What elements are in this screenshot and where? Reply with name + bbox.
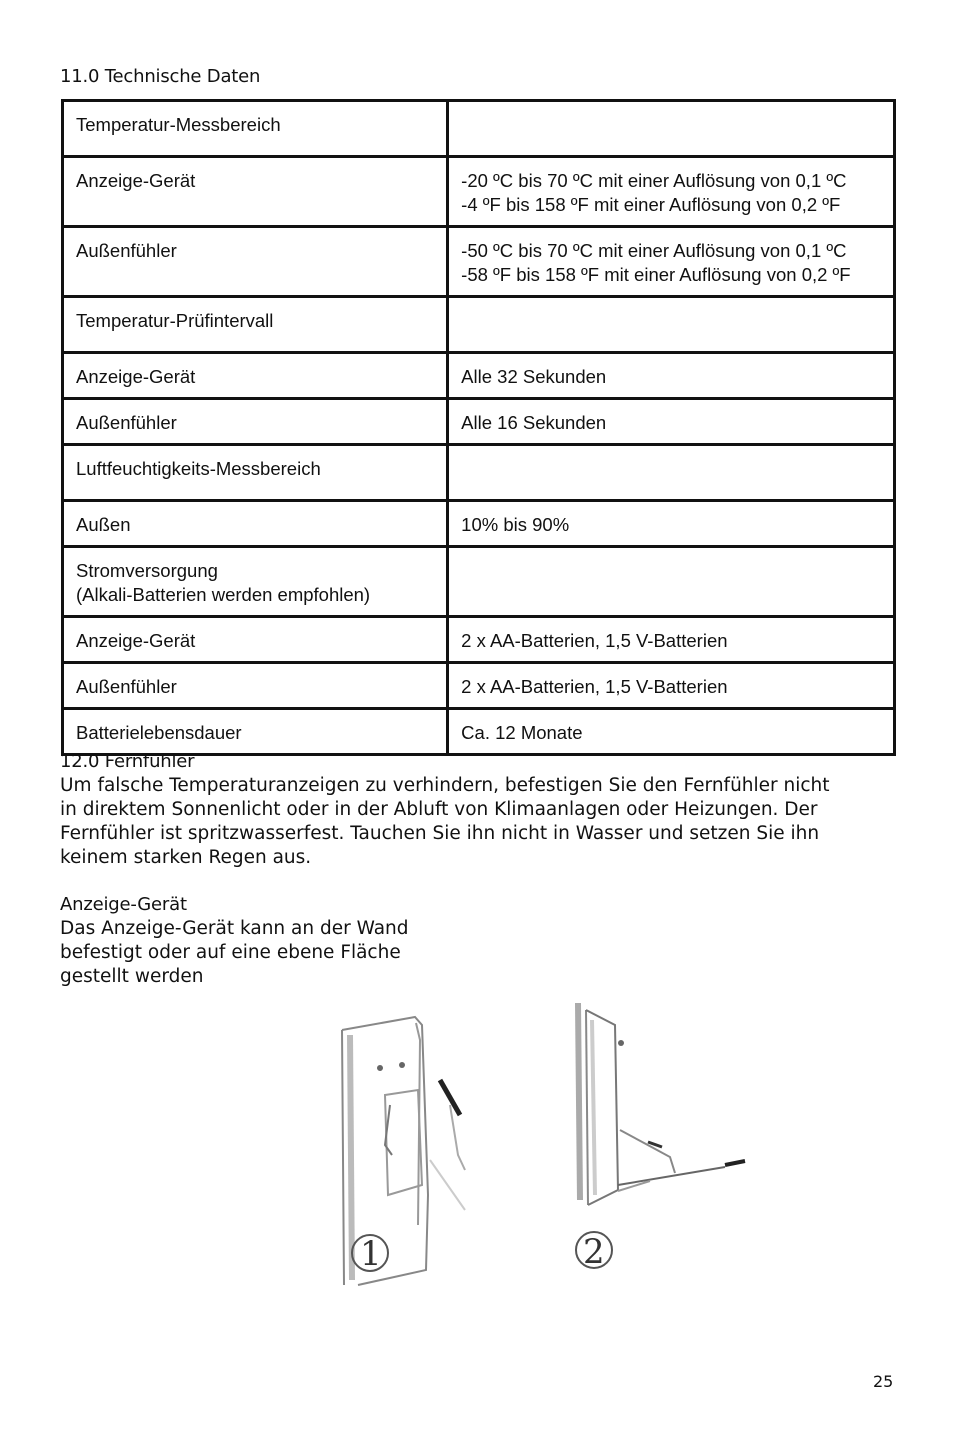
spec-value-cell: 10% bis 90% bbox=[448, 501, 895, 547]
spec-label-cell: Anzeige-Gerät bbox=[63, 353, 448, 399]
mounting-illustration bbox=[330, 995, 770, 1295]
table-row bbox=[63, 547, 895, 617]
table-row bbox=[63, 227, 895, 297]
figure-label-1: 1 bbox=[360, 1234, 382, 1274]
paragraph-line: gestellt werden bbox=[60, 966, 204, 987]
spec-value-cell bbox=[448, 445, 895, 501]
technical-data-table bbox=[61, 99, 896, 756]
page-number: 25 bbox=[873, 1372, 894, 1391]
spec-label-cell: Luftfeuchtigkeits-Messbereich bbox=[63, 445, 448, 501]
table-row bbox=[63, 399, 895, 445]
paragraph-line: befestigt oder auf eine ebene Fläche bbox=[60, 942, 401, 963]
spec-label-cell: Außen bbox=[63, 501, 448, 547]
spec-label-cell: Anzeige-Gerät bbox=[63, 157, 448, 227]
spec-value-cell: Ca. 12 Monate bbox=[448, 709, 895, 755]
section-heading-technical-data: 11.0 Technische Daten bbox=[60, 66, 261, 87]
spec-label-cell: Außenfühler bbox=[63, 399, 448, 445]
table-row bbox=[63, 157, 895, 227]
table-row bbox=[63, 445, 895, 501]
spec-value-cell: Alle 16 Sekunden bbox=[448, 399, 895, 445]
spec-label-cell: Batterielebensdauer bbox=[63, 709, 448, 755]
table-row bbox=[63, 663, 895, 709]
table-row bbox=[63, 709, 895, 755]
spec-value-cell bbox=[448, 101, 895, 157]
table-row bbox=[63, 501, 895, 547]
spec-value-cell: 2 x AA-Batterien, 1,5 V-Batterien bbox=[448, 617, 895, 663]
table-row bbox=[63, 353, 895, 399]
table-row bbox=[63, 617, 895, 663]
subheading-display-unit: Anzeige-Gerät bbox=[60, 894, 187, 915]
table-row bbox=[63, 101, 895, 157]
spec-value-cell bbox=[448, 547, 895, 617]
paragraph-line: keinem starken Regen aus. bbox=[60, 847, 312, 868]
spec-label-cell: Außenfühler bbox=[63, 227, 448, 297]
spec-label-cell: Temperatur-Messbereich bbox=[63, 101, 448, 157]
spec-label-cell: Außenfühler bbox=[63, 663, 448, 709]
table-stand-drawing bbox=[578, 1003, 745, 1205]
spec-value-cell bbox=[448, 297, 895, 353]
figure-label-2: 2 bbox=[583, 1232, 605, 1272]
spec-label-cell: Stromversorgung (Alkali-Batterien werden empfohlen) bbox=[63, 547, 448, 617]
paragraph-line: Fernfühler ist spritzwasserfest. Tauchen Sie ihn nicht in Wasser und setzen Sie ihn bbox=[60, 823, 820, 844]
section-remote-sensor bbox=[60, 750, 880, 870]
spec-value-cell: -50 ºC bis 70 ºC mit einer Auflösung von 0,1 ºC -58 ºF bis 158 ºF mit einer Auflösung von 0,2 ºF bbox=[448, 227, 895, 297]
paragraph-line: Das Anzeige-Gerät kann an der Wand bbox=[60, 918, 409, 939]
spec-value-cell: Alle 32 Sekunden bbox=[448, 353, 895, 399]
spec-value-cell: 2 x AA-Batterien, 1,5 V-Batterien bbox=[448, 663, 895, 709]
spec-value-cell: -20 ºC bis 70 ºC mit einer Auflösung von 0,1 ºC -4 ºF bis 158 ºF mit einer Auflösung von 0,2 ºF bbox=[448, 157, 895, 227]
spec-label-cell: Anzeige-Gerät bbox=[63, 617, 448, 663]
paragraph-line: Um falsche Temperaturanzeigen zu verhindern, befestigen Sie den Fernfühler nicht bbox=[60, 775, 830, 796]
section-display-unit bbox=[60, 893, 440, 989]
section-heading-remote-sensor: 12.0 Fernfühler bbox=[60, 751, 195, 772]
table-row bbox=[63, 297, 895, 353]
spec-label-cell: Temperatur-Prüfintervall bbox=[63, 297, 448, 353]
paragraph-line: in direktem Sonnenlicht oder in der Abluft von Klimaanlagen oder Heizungen. Der bbox=[60, 799, 818, 820]
technical-data-table-body bbox=[63, 101, 895, 755]
